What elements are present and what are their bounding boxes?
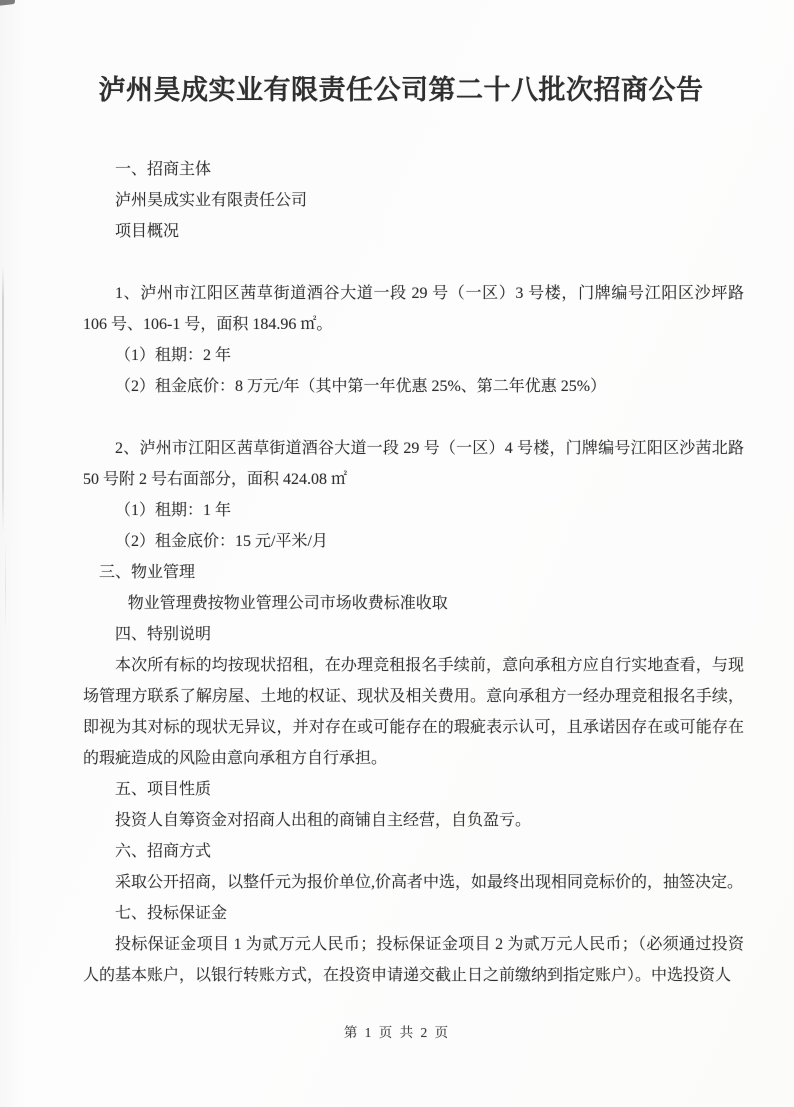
scan-edge-line-artifact-2 — [5, 538, 6, 633]
scan-edge-shadow — [0, 0, 26, 1107]
item-2-lease-term: （1）租期：1 年 — [115, 502, 232, 519]
property-item-2: 2、泸州市江阳区茜草街道酒谷大道一段 29 号（一区）4 号楼，门牌编号江阳区沙茜北路 50 号附 2 号右面部分，面积 424.08 ㎡ — [83, 440, 744, 488]
special-notes-paragraph: 本次所有标的均按现状招租，在办理竞租报名手续前，意向承租方应自行实地查看，与现场管理方联系了解房屋、土地的权证、现状及相关费用。意向承租方一经办理竞租报名手续，即视为其对标的现状无异议，并对存在或可能存在的瑕疵表示认可，且承诺因存在或可能存在的瑕疵造成的风险由意向承租方自行承担。 — [83, 657, 744, 767]
section-heading-special-notes: 四、特别说明 — [115, 626, 212, 643]
property-management-fee-note: 物业管理费按物业管理公司市场收费标准收取 — [127, 595, 448, 612]
scan-edge-line-artifact — [2, 266, 4, 534]
bid-deposit-paragraph: 投标保证金项目 1 为贰万元人民币；投标保证金项目 2 为贰万元人民币；（必须通过投资人的基本账户，以银行转账方式，在投资申请递交截止日之前缴纳到指定账户）。中选投资人 — [83, 936, 744, 984]
document-title: 泸州昊成实业有限责任公司第二十八批次招商公告 — [98, 75, 704, 105]
project-nature-paragraph: 投资人自筹资金对招商人出租的商铺自主经营，自负盈亏。 — [115, 812, 532, 829]
section-heading-property-management: 三、物业管理 — [99, 564, 196, 581]
item-1-lease-term: （1）租期：2 年 — [115, 347, 232, 364]
property-item-1: 1、泸州市江阳区茜草街道酒谷大道一段 29 号（一区）3 号楼，门牌编号江阳区沙坪路 106 号、106-1 号，面积 184.96 ㎡。 — [83, 285, 744, 333]
page-number: 第 1 页 共 2 页 — [343, 1025, 451, 1040]
company-name: 泸州昊成实业有限责任公司 — [115, 192, 308, 209]
section-heading-project-nature: 五、项目性质 — [115, 781, 212, 798]
section-heading-recruiting-method: 六、招商方式 — [115, 843, 212, 860]
section-heading-bid-deposit: 七、投标保证金 — [115, 905, 228, 922]
item-1-base-rent: （2）租金底价：8 万元/年（其中第一年优惠 25%、第二年优惠 25%） — [115, 378, 607, 395]
recruiting-method-paragraph: 采取公开招商，以整仟元为报价单位,价高者中选，如最终出现相同竞标价的，抽签决定。 — [115, 874, 744, 891]
document-body — [83, 154, 744, 991]
section-heading-recruiting-entity: 一、招商主体 — [115, 161, 212, 178]
project-overview-heading: 项目概况 — [115, 223, 180, 240]
item-2-base-rent: （2）租金底价：15 元/平米/月 — [115, 533, 328, 550]
